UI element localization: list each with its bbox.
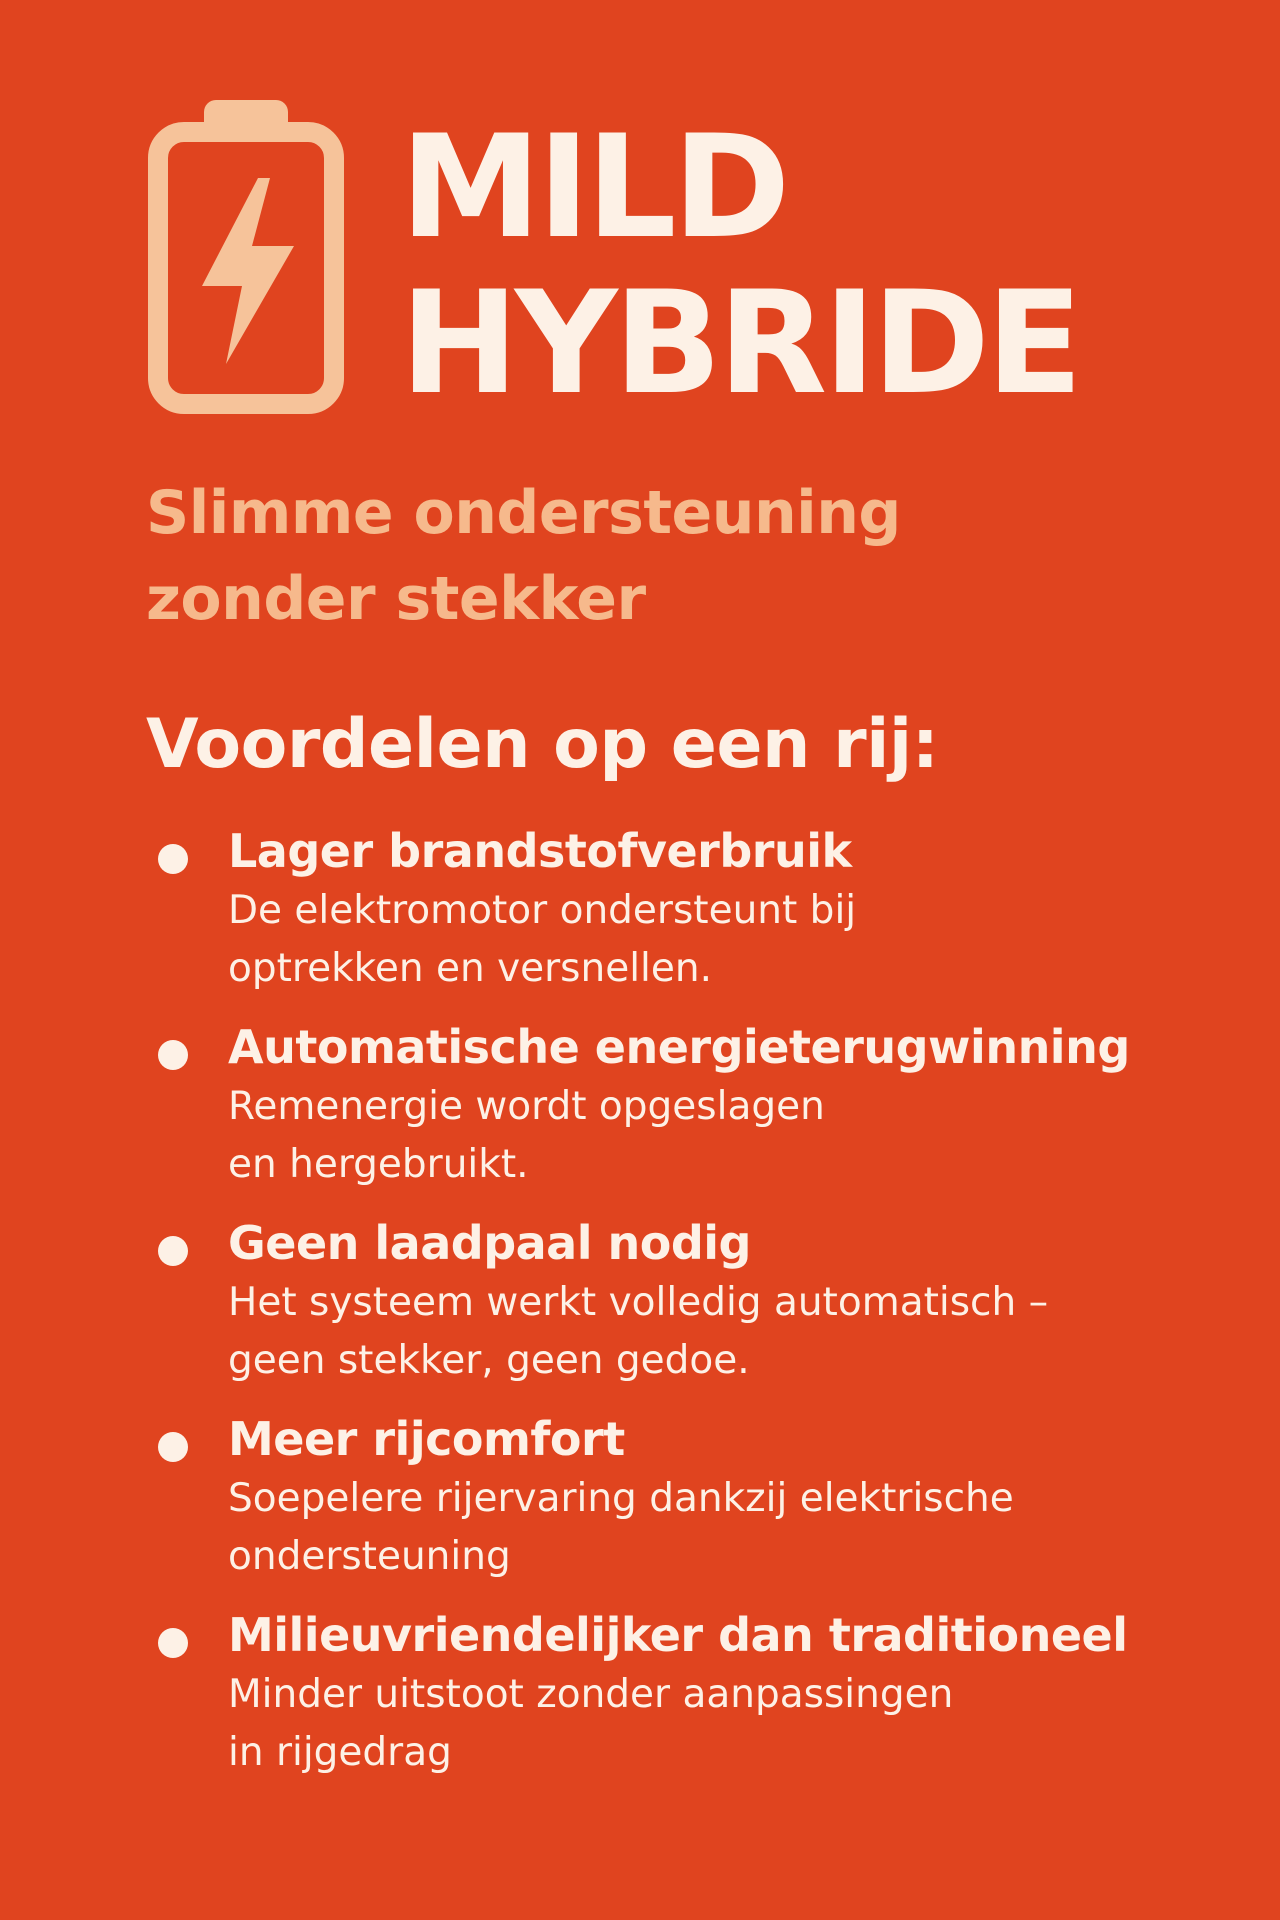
benefit-description-line: en hergebruikt.: [228, 1142, 529, 1187]
list-item: [150, 1604, 1250, 1800]
benefit-title: Milieuvriendelijker dan traditioneel: [228, 1608, 1128, 1662]
benefit-description-line: Het systeem werkt volledig automatisch –: [228, 1280, 1049, 1325]
benefit-title: Meer rijcomfort: [228, 1412, 625, 1466]
benefit-title: Lager brandstofverbruik: [228, 824, 852, 878]
benefit-description: [228, 1274, 1250, 1390]
subtitle-line-2: zonder stekker: [146, 564, 646, 634]
benefit-description-line: Soepelere rijervaring dankzij elektrische: [228, 1476, 1014, 1521]
bullet-icon: [158, 1628, 188, 1658]
bullet-icon: [158, 1432, 188, 1462]
title-line-1: MILD: [400, 105, 787, 270]
list-item: [150, 1408, 1250, 1604]
section-heading: Voordelen op een rij:: [146, 705, 939, 784]
battery-bolt-icon: [146, 96, 346, 416]
subtitle-line-1: Slimme ondersteuning: [146, 478, 901, 548]
benefit-description-line: in rijgedrag: [228, 1730, 452, 1775]
page-title: [400, 105, 1079, 426]
benefit-description-line: optrekken en versnellen.: [228, 946, 712, 991]
bullet-icon: [158, 1236, 188, 1266]
benefit-title: Automatische energieterugwinning: [228, 1020, 1130, 1074]
list-item: [150, 820, 1250, 1016]
benefit-description: [228, 1470, 1250, 1586]
benefit-description-line: Remenergie wordt opgeslagen: [228, 1084, 825, 1129]
benefit-description: [228, 1666, 1250, 1782]
list-item: [150, 1016, 1250, 1212]
benefit-description-line: Minder uitstoot zonder aanpassingen: [228, 1672, 954, 1717]
benefit-description-line: ondersteuning: [228, 1534, 511, 1579]
title-line-2: HYBRIDE: [400, 261, 1079, 426]
subtitle: [146, 470, 901, 642]
bullet-icon: [158, 1040, 188, 1070]
list-item: [150, 1212, 1250, 1408]
benefits-list: [150, 820, 1250, 1800]
benefit-description-line: geen stekker, geen gedoe.: [228, 1338, 750, 1383]
bullet-icon: [158, 844, 188, 874]
benefit-title: Geen laadpaal nodig: [228, 1216, 751, 1270]
benefit-description: [228, 1078, 1250, 1194]
benefit-description: [228, 882, 1250, 998]
benefit-description-line: De elektromotor ondersteunt bij: [228, 888, 857, 933]
